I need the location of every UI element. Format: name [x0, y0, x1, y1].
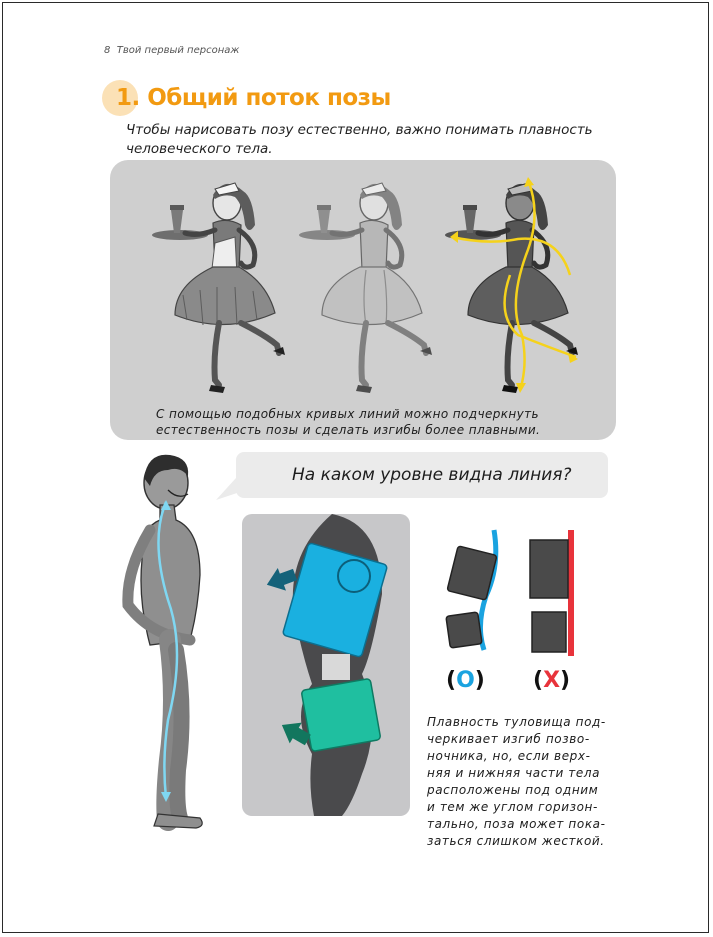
explanation-line: Плавность туловища под- — [427, 715, 606, 729]
correct-symbol: O — [456, 668, 475, 693]
intro-line: Чтобы нарисовать позу естественно, важно понимать плавность — [126, 122, 593, 138]
explanation-line: тально, поза может пока- — [427, 817, 606, 831]
panel-caption-line: С помощью подобных кривых линий можно подчеркнуть — [156, 407, 540, 421]
explanation-line: черкивает изгиб позво- — [427, 732, 590, 746]
running-title: Твой первый персонаж — [116, 45, 240, 56]
explanation-line: заться слишком жесткой. — [427, 834, 605, 848]
explanation-line: и тем же углом горизон- — [427, 800, 598, 814]
wrong-symbol: X — [543, 668, 561, 693]
section-title: 1. Общий поток позы — [116, 85, 391, 111]
wrong-straight-diagram — [528, 530, 582, 660]
pelvis-block — [301, 678, 381, 751]
explanation-line: няя и нижняя части тела — [427, 766, 601, 780]
panel-caption-line: естественность позы и сделать изгибы более плавными. — [156, 423, 541, 437]
question-text: На каком уровне видна линия? — [292, 465, 572, 485]
correct-mark: (O) — [446, 668, 485, 693]
up-left-arrow-icon — [262, 566, 298, 596]
down-left-arrow-icon — [276, 718, 312, 748]
torso-diagram — [242, 514, 410, 816]
page-number: 8 — [104, 45, 111, 56]
explanation-text — [427, 714, 627, 850]
correct-curve-diagram — [440, 526, 510, 656]
explanation-line: расположены под одним — [427, 783, 599, 797]
explanation-line: ночника, но, если верх- — [427, 749, 591, 763]
intro-line: человеческого тела. — [126, 141, 273, 157]
wrong-mark: (X) — [533, 668, 571, 693]
